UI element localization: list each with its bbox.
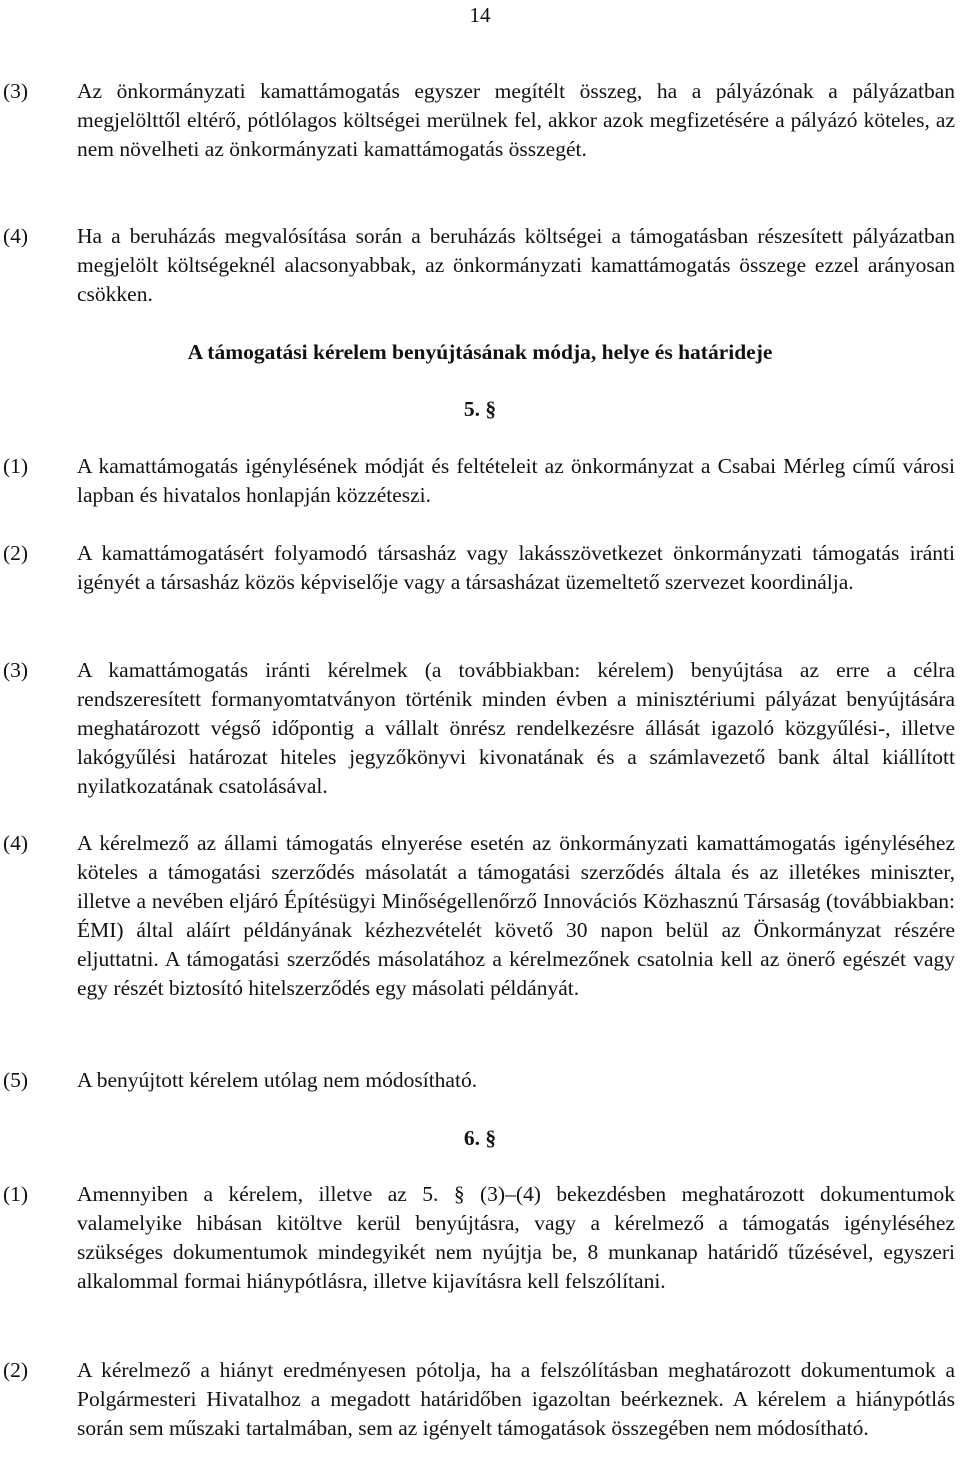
paragraph-text: A benyújtott kérelem utólag nem módosítható.	[77, 1068, 478, 1092]
paragraph-number: (5)	[3, 1068, 29, 1092]
paragraph-number: (3)	[3, 79, 29, 103]
paragraph-number: (4)	[3, 224, 29, 248]
page-number: 14	[469, 3, 491, 27]
paragraph-text: A kamattámogatás iránti kérelmek (a továbbiakban: kérelem) benyújtása az erre a célra rendszeresített formanyomtatványon történik minden évben a minisztériumi pályázat benyújtására meghatározott végső időpontig a vállalt önrész rendelkezésre állását igazoló közgyűlési-, illetve lakógyűlési határozat hiteles jegyzőkönyvi kivonatának és a számlavezető bank által kiállított nyilatkozatának csatolásával.	[77, 658, 955, 798]
paragraph-text: Az önkormányzati kamattámogatás egyszer megítélt összeg, ha a pályázónak a pályázatban megjelölttől eltérő, pótlólagos költségei merülnek fel, akkor azok megfizetésére a pályázó köteles, az nem növelheti az önkormányzati kamattámogatás összegét.	[77, 79, 955, 161]
paragraph-text: A kamattámogatásért folyamodó társasház vagy lakásszövetkezet önkormányzati támogatás iránti igényét a társasház közös képviselője vagy a társasházat üzemeltető szervezet koordinálja.	[77, 541, 955, 594]
paragraph-text: A kérelmező a hiányt eredményesen pótolja, ha a felszólításban meghatározott dokumentumok a Polgármesteri Hivatalhoz a megadott határidőben igazoltan beérkeznek. A kérelem a hiánypótlás során sem műszaki tartalmában, sem az igényelt támogatások összegében nem módosítható.	[77, 1358, 955, 1440]
paragraph-text: A kérelmező az állami támogatás elnyerése esetén az önkormányzati kamattámogatás igényléséhez köteles a támogatási szerződés másolatát a támogatási szerződés általa és az illetékes miniszter, illetve a nevében eljáró Építésügyi Minőségellenőrző Innovációs Közhasznú Társaság (továbbiakban: ÉMI) által aláírt példányának kézhezvételét követő 30 napon belül az Önkormányzat részére eljuttatni. A támogatási szerződés másolatához a kérelmezőnek csatolnia kell az önerő egészét vagy egy részét biztosító hitelszerződés egy másolati példányát.	[77, 831, 955, 1000]
paragraph-number: (1)	[3, 1182, 29, 1206]
paragraph-number: (2)	[3, 541, 29, 565]
paragraph-text: Ha a beruházás megvalósítása során a beruházás költségei a támogatásban részesített pályázatban megjelölt költségeknél alacsonyabbak, az önkormányzati kamattámogatás összege ezzel arányosan csökken.	[77, 224, 955, 306]
section-5-mark: 5. §	[463, 397, 497, 421]
paragraph-text: Amennyiben a kérelem, illetve az 5. § (3)–(4) bekezdésben meghatározott dokumentumok valamelyike hibásan kitöltve kerül benyújtásra, vagy a kérelmező a támogatás igényléséhez szükséges dokumentumok mindegyikét nem nyújtja be, 8 munkanap határidő tűzésével, egyszeri alkalommal formai hiánypótlásra, illetve kijavításra kell felszólítani.	[77, 1182, 955, 1293]
paragraph-number: (1)	[3, 454, 29, 478]
paragraph-number: (3)	[3, 658, 29, 682]
paragraph-number: (4)	[3, 831, 29, 855]
section-heading: A támogatási kérelem benyújtásának módja, helye és határideje	[187, 340, 773, 364]
section-6-mark: 6. §	[463, 1126, 497, 1150]
paragraph-number: (2)	[3, 1358, 29, 1382]
paragraph-text: A kamattámogatás igénylésének módját és feltételeit az önkormányzat a Csabai Mérleg című városi lapban és hivatalos honlapján közzéteszi.	[77, 454, 955, 507]
